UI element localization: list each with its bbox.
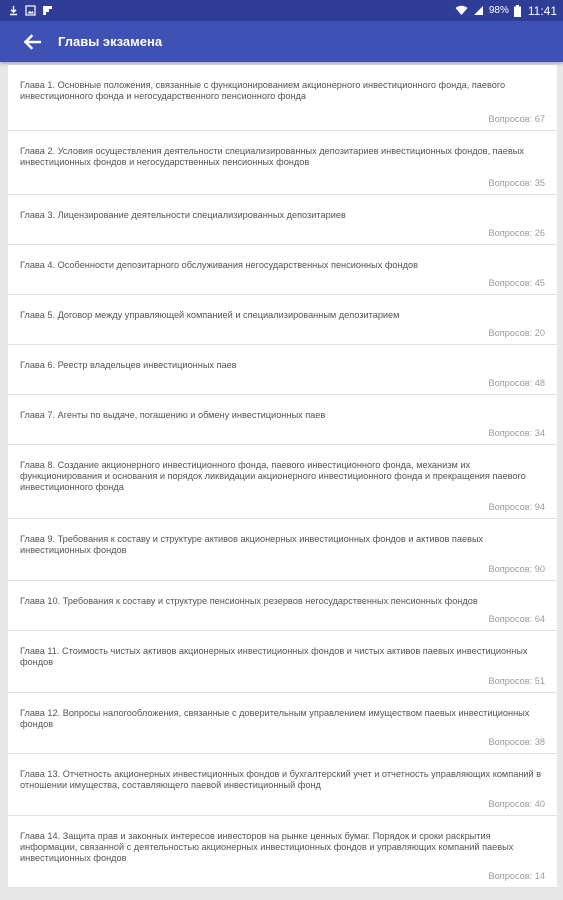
chapter-title: Глава 1. Основные положения, связанные с функционированием акционерного инвестиционного фонда, паевого инвестиционного фонда и негосударственного пенсионного фонда [20,80,506,101]
chapter-title: Глава 2. Условия осуществления деятельности специализированных депозитариев инвестиционных фондов, паевых инвестиционных фондов и негосударственных пенсионных фондов [20,146,524,167]
question-count: Вопросов: 20 [488,328,545,338]
chapter-title: Глава 8. Создание акционерного инвестиционного фонда, паевого инвестиционного фонда, механизм их функционирования и основания и порядок ликвидации акционерного инвестиционного фонда и прекращения паевого инвестиционного фонда [20,460,526,492]
wifi-icon [455,5,468,16]
arrow-back-icon [23,34,41,50]
question-count: Вопросов: 94 [488,502,545,512]
chapter-item[interactable] [8,131,557,195]
question-count: Вопросов: 67 [488,114,545,124]
page-title: Главы экзамена [58,34,163,49]
chapter-item[interactable] [8,816,557,888]
chapter-item[interactable] [8,631,557,693]
chapter-item[interactable] [8,693,557,754]
chapter-title: Глава 7. Агенты по выдаче, погашению и обмену инвестиционных паев [20,410,326,420]
chapter-item[interactable] [8,295,557,345]
chapter-title: Глава 12. Вопросы налогообложения, связанные с доверительным управлением имуществом паевых инвестиционных фондов [20,708,530,729]
chapter-title: Глава 9. Требования к составу и структуре активов акционерных инвестиционных фондов и активов паевых инвестиционных фондов [20,534,484,555]
system-icons [455,4,557,18]
clock: 11:41 [527,3,557,18]
question-count: Вопросов: 40 [488,799,545,809]
chapter-title: Глава 11. Стоимость чистых активов акционерных инвестиционных фондов и чистых активов паевых инвестиционных фондов [20,646,528,667]
chapter-item[interactable] [8,345,557,395]
back-button[interactable] [12,21,52,62]
question-count: Вопросов: 48 [488,378,545,388]
chapter-title: Глава 3. Лицензирование деятельности специализированных депозитариев [20,210,346,220]
battery-icon [514,5,521,17]
flipboard-icon [42,5,53,16]
chapter-item[interactable] [8,445,557,519]
chapter-item[interactable] [8,65,557,131]
chapter-item[interactable] [8,519,557,581]
chapter-title: Глава 4. Особенности депозитарного обслуживания негосударственных пенсионных фондов [20,260,418,270]
chapter-title: Глава 10. Требования к составу и структуре пенсионных резервов негосударственных пенсионных фондов [20,596,478,606]
status-bar [0,0,563,21]
question-count: Вопросов: 26 [488,228,545,238]
chapter-title: Глава 6. Реестр владельцев инвестиционных паев [20,360,237,370]
notification-icons [8,5,53,16]
chapter-item[interactable] [8,581,557,631]
chapter-title: Глава 14. Защита прав и законных интересов инвесторов на рынке ценных бумаг. Порядок и сроки раскрытия информации, связанной с деятельностью акционерных инвестиционных фондов и управляющих компаний паевых инвестиционных фондов [20,831,514,863]
question-count: Вопросов: 34 [488,428,545,438]
chapter-item[interactable] [8,395,557,445]
signal-icon [473,5,484,16]
question-count: Вопросов: 51 [488,676,545,686]
chapter-item[interactable] [8,754,557,816]
question-count: Вопросов: 64 [488,614,545,624]
chapter-title: Глава 5. Договор между управляющей компанией и специализированным депозитарием [20,310,400,320]
image-icon [25,5,36,16]
battery-percent: 98% [488,5,509,16]
app-bar [0,21,563,62]
question-count: Вопросов: 38 [488,737,545,747]
question-count: Вопросов: 35 [488,178,545,188]
question-count: Вопросов: 14 [488,871,545,881]
chapter-list [8,65,557,888]
question-count: Вопросов: 90 [488,564,545,574]
download-icon [8,5,19,16]
chapter-title: Глава 13. Отчетность акционерных инвестиционных фондов и бухгалтерский учет и отчетность управляющих компаний в отношении имущества, составляющего паевой инвестиционный фонд [20,769,542,790]
chapter-item[interactable] [8,195,557,245]
chapter-item[interactable] [8,245,557,295]
question-count: Вопросов: 45 [488,278,545,288]
